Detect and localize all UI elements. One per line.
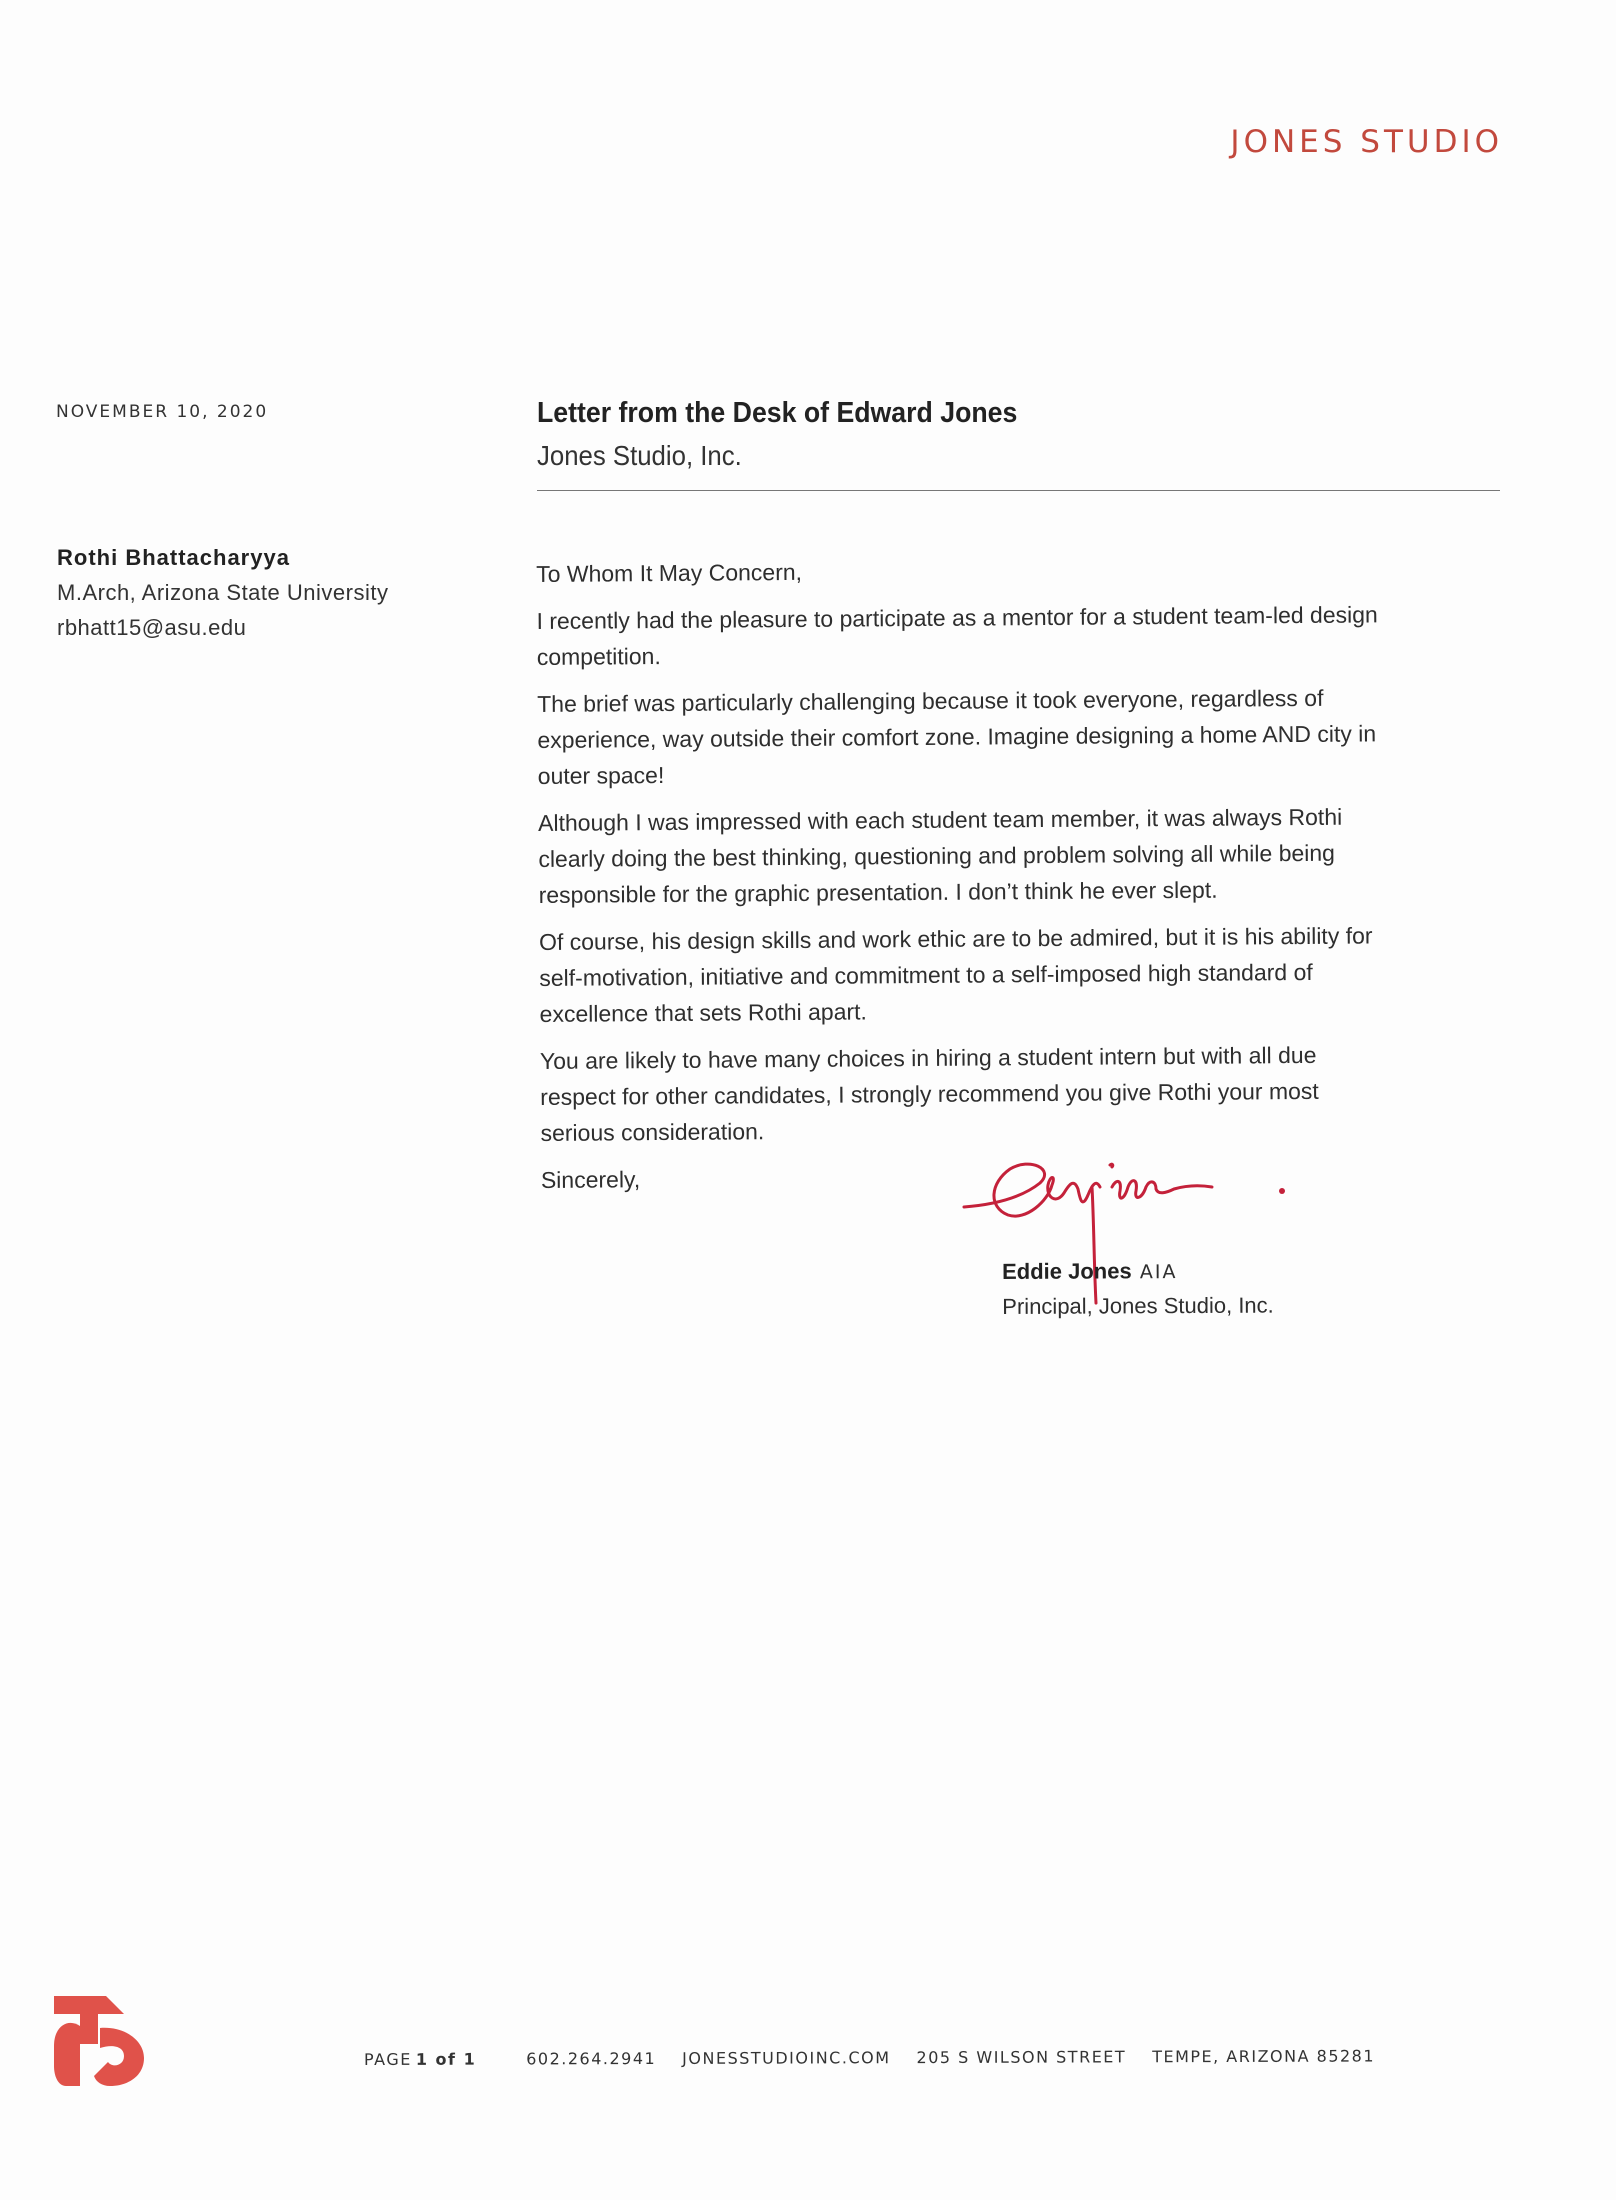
recipient-block: [57, 540, 388, 645]
signer-name: Eddie Jones: [1002, 1258, 1132, 1284]
jones-studio-logo: [54, 1996, 144, 2086]
body-paragraph: You are likely to have many choices in hiring a student intern but with all due respect for other candidates, I strongly recommend you give Rothi your most serious consideration.: [539, 1041, 1319, 1146]
header-divider: [537, 490, 1500, 491]
recipient-program: M.Arch, Arizona State University: [57, 580, 389, 605]
body-paragraph: Although I was impressed with each student team member, it was always Rothi clearly doing the best thinking, questioning and problem solving all while being responsible for the graphic presentation. I don’t think he ever slept.: [537, 803, 1343, 908]
salutation: To Whom It May Concern,: [536, 558, 803, 587]
footer-page-label: PAGE: [364, 2049, 412, 2069]
letter-title: Letter from the Desk of Edward Jones: [537, 397, 1018, 429]
signoff-block: [1002, 1254, 1274, 1324]
footer-page-number: 1 of 1: [415, 2049, 477, 2069]
signer-title: Principal, Jones Studio, Inc.: [1002, 1292, 1274, 1319]
body-paragraph: I recently had the pleasure to participate as a mentor for a student team-led design competition.: [536, 601, 1378, 670]
letterhead-brand: JONES STUDIO: [1230, 124, 1503, 160]
signer-credential: AIA: [1139, 1261, 1178, 1284]
footer-phone: 602.264.2941: [526, 2048, 657, 2069]
recipient-email: rbhatt15@asu.edu: [57, 615, 247, 640]
footer-city: TEMPE, ARIZONA 85281: [1152, 2046, 1376, 2067]
body-paragraph: The brief was particularly challenging because it took everyone, regardless of experience, way outside their comfort zone. Imagine designing a home AND city in outer space!: [537, 684, 1377, 789]
body-paragraph: Of course, his design skills and work ethic are to be admired, but it is his ability for self-motivation, initiative and commitment to a self-imposed high standard of excellence that sets Rothi apart.: [538, 922, 1373, 1027]
letter-body: [536, 548, 1521, 1209]
letter-header: [537, 397, 1500, 491]
letter-date: NOVEMBER 10, 2020: [56, 402, 269, 422]
closing: Sincerely,: [540, 1166, 641, 1193]
footer-street: 205 S WILSON STREET: [916, 2047, 1127, 2068]
footer: [364, 2046, 1375, 2069]
footer-website: JONESSTUDIOINC.COM: [682, 2048, 891, 2068]
letter-subtitle: Jones Studio, Inc.: [537, 440, 742, 471]
recipient-name: Rothi Bhattacharyya: [57, 545, 290, 570]
